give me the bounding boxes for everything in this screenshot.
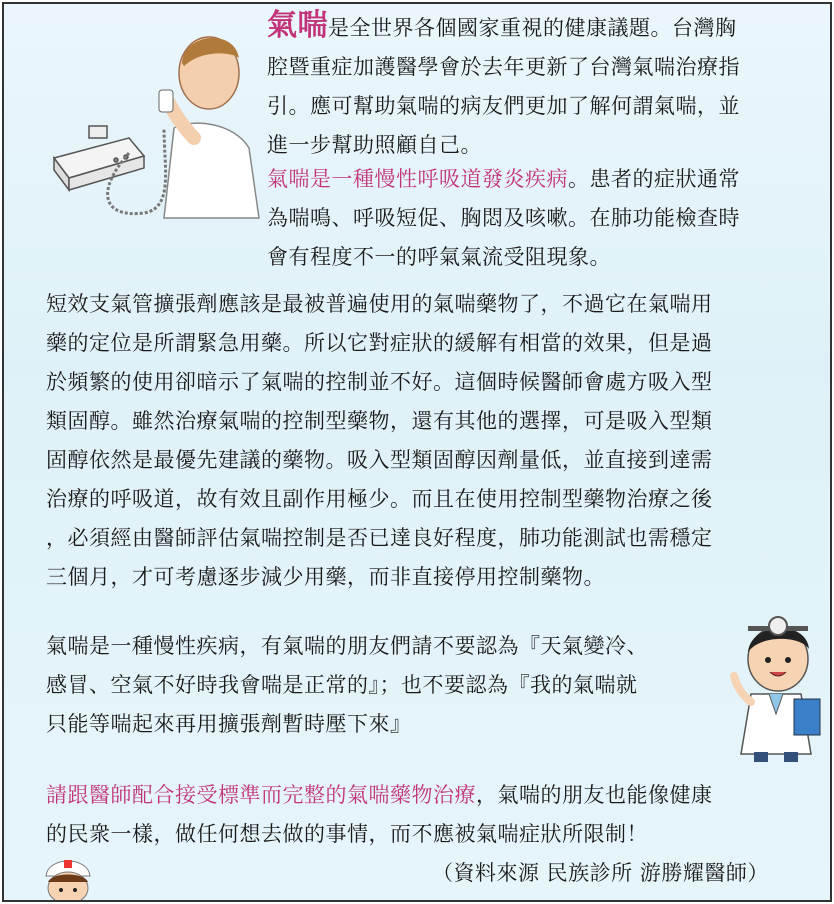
- closing-line-1: [46, 776, 713, 815]
- nurse-cartoon-illustration: [38, 856, 98, 900]
- intro-line-1-rest: 是全世界各個國家重視的健康議題。台灣胸: [328, 16, 737, 40]
- closing-line-1-rest: ，氣喘的朋友也能像健康: [476, 783, 713, 807]
- advice-line-2: 感冒、空氣不好時我會喘是正常的』；也不要認為『我的氣喘就: [46, 673, 638, 697]
- intro-title-word: 氣喘: [267, 8, 328, 43]
- article-page: [2, 2, 832, 902]
- treatment-line-2: 藥的定位是所謂緊急用藥。所以它對症狀的緩解有相當的效果，但是過: [46, 331, 713, 355]
- treatment-line-7: ，必須經由醫師評估氣喘控制是否已達良好程度，肺功能測試也需穩定: [46, 526, 713, 550]
- advice-line-1: 氣喘是一種慢性疾病，有氣喘的朋友們請不要認為『天氣變冷、: [46, 634, 648, 658]
- treatment-line-8: 三個月，才可考慮逐步減少用藥，而非直接停用控制藥物。: [46, 565, 605, 589]
- treatment-line-1: 短效支氣管擴張劑應該是最被普遍使用的氣喘藥物了，不過它在氣喘用: [46, 292, 713, 316]
- treatment-line-4: 類固醇。雖然治療氣喘的控制型藥物，還有其他的選擇，可是吸入型類: [46, 409, 713, 433]
- definition-line-2: 為喘鳴、呼吸短促、胸悶及咳嗽。在肺功能檢查時: [267, 206, 740, 230]
- definition-line-1: [267, 160, 740, 199]
- intro-line-2: 腔暨重症加護醫學會於去年更新了台灣氣喘治療指: [267, 55, 740, 79]
- treatment-line-3: 於頻繁的使用卻暗示了氣喘的控制並不好。這個時候醫師會處方吸入型: [46, 370, 713, 394]
- definition-highlight: 氣喘是一種慢性呼吸道發炎疾病: [267, 167, 568, 191]
- treatment-line-5: 固醇依然是最優先建議的藥物。吸入型類固醇因劑量低，並直接到達需: [46, 448, 713, 472]
- doctor-cartoon-illustration: [726, 604, 828, 762]
- source-credit: （資料來源 民族診所 游勝耀醫師）: [432, 861, 769, 885]
- definition-line-3: 會有程度不一的呼氣氣流受阻現象。: [267, 245, 611, 269]
- definition-line-1-rest: 。患者的症狀通常: [568, 167, 740, 191]
- treatment-line-6: 治療的呼吸道，故有效且副作用極少。而且在使用控制型藥物治療之後: [46, 487, 713, 511]
- advice-line-3: 只能等喘起來再用擴張劑暫時壓下來』: [46, 712, 412, 736]
- closing-line-2: 的民衆一樣，做任何想去做的事情，而不應被氣喘症狀所限制！: [46, 822, 648, 846]
- intro-line-1: [267, 6, 737, 48]
- intro-line-4: 進一步幫助照顧自己。: [267, 133, 482, 157]
- nebulizer-patient-illustration: [34, 18, 264, 228]
- closing-highlight: 請跟醫師配合接受標準而完整的氣喘藥物治療: [46, 783, 476, 807]
- intro-line-3: 引。應可幫助氣喘的病友們更加了解何謂氣喘，並: [267, 94, 740, 118]
